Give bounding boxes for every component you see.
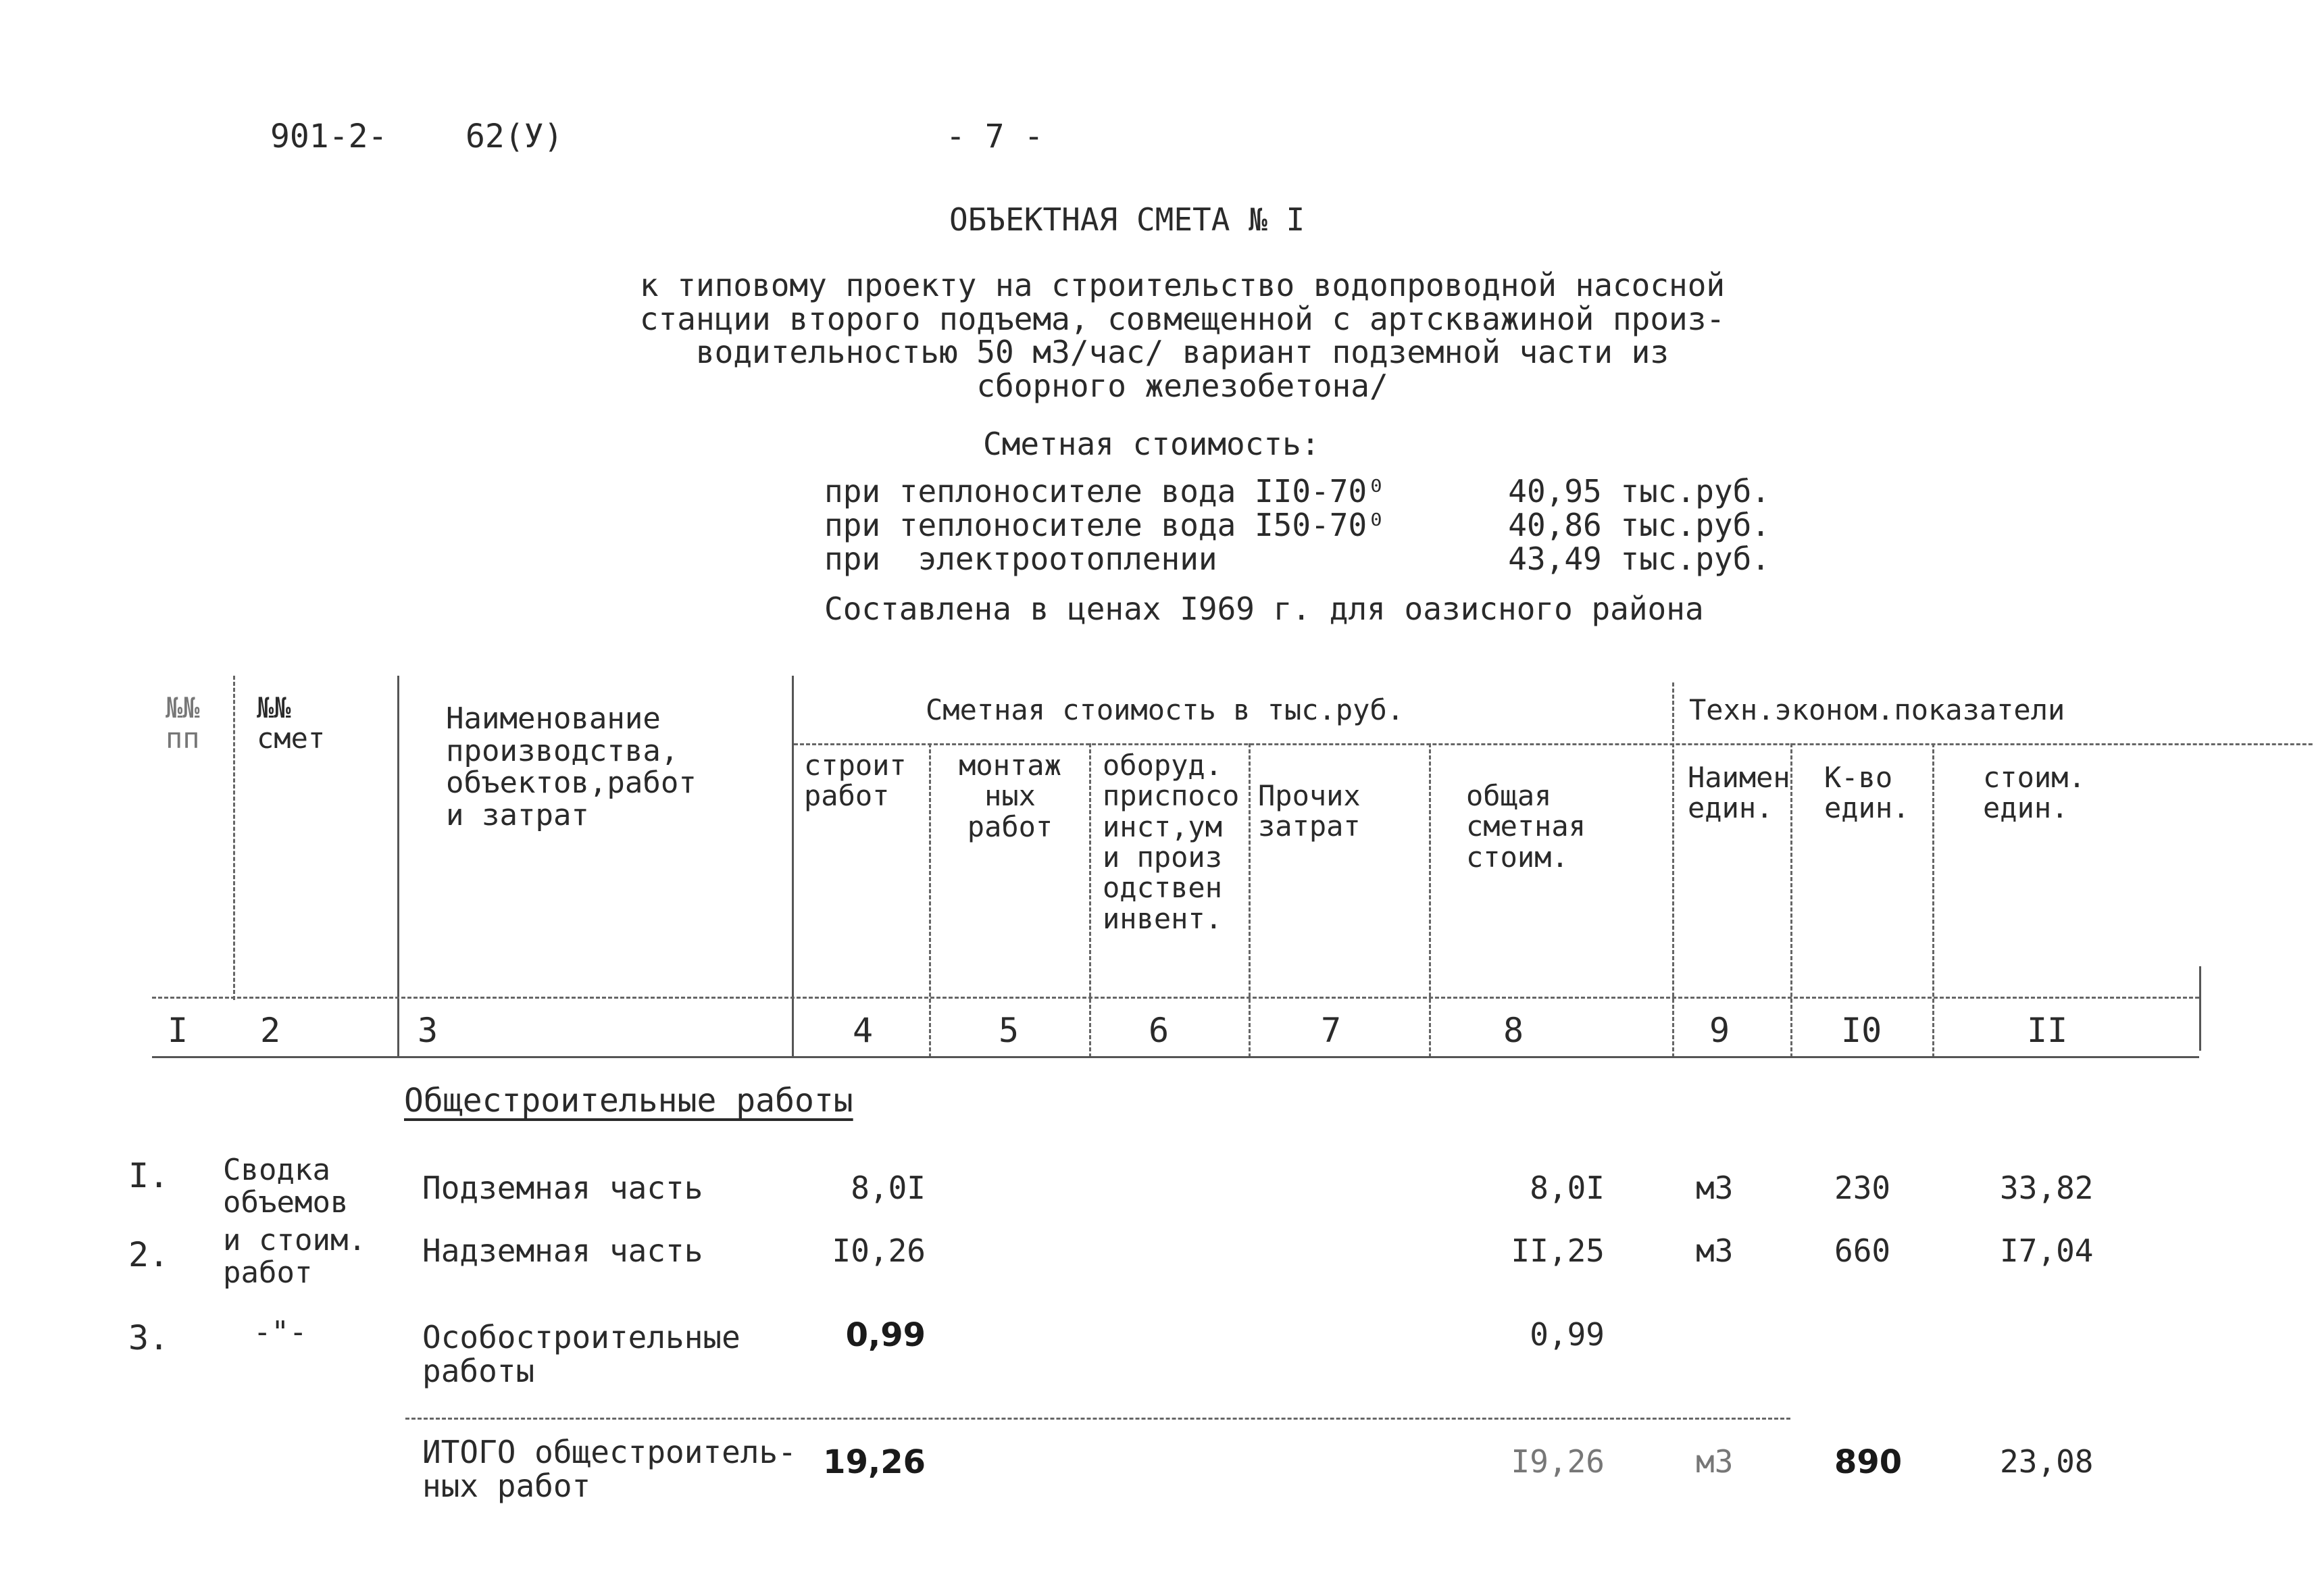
table-line [233,676,235,1000]
row-2-estimate: и стоим. работ [223,1223,366,1290]
row-3-number: 3. [128,1318,170,1357]
column-number: 3 [418,1011,438,1050]
column-number: 9 [1709,1011,1730,1050]
column-number: I [168,1011,188,1050]
header-estimate-number: №№ смет [257,691,326,755]
total-construction: 19,26 [823,1443,926,1481]
header-tech-group: Техн.эконом.показатели [1689,693,2065,726]
table-line [2199,966,2201,1051]
cost-row-3-label: при электроотоплении [824,541,1217,577]
row-1-total: 8,0I [1530,1170,1605,1206]
prices-note: Составлена в ценах I969 г. для оазисного района [824,591,1704,627]
header-installation: монтаж ных работ [959,749,1061,843]
header-total-cost: общая сметная стоим. [1466,779,1586,874]
table-line [792,676,794,1057]
cost-row-1-value: 40,95 тыс.руб. [1508,473,1770,509]
cost-row-1-label: при теплоносителе вода II0-70⁰ [824,473,1386,509]
header-construction: строит работ [804,749,907,813]
doc-code: 901-2- 62(У) [270,118,563,155]
total-unit: м3 [1696,1443,1734,1480]
row-1-qty: 230 [1834,1170,1891,1206]
cost-row-3-value: 43,49 тыс.руб. [1508,541,1770,577]
row-2-number: 2. [128,1235,170,1274]
row-1-estimate: Сводка объемов [223,1153,349,1220]
table-line [405,1418,1790,1420]
header-cost-group: Сметная стоимость в тыс.руб. [926,693,1405,726]
cost-row-2-label: при теплоносителе вода I50-70⁰ [824,507,1386,543]
table-line [1249,743,1251,1057]
row-2-construction: I0,26 [832,1232,926,1269]
page-number: - 7 - [946,118,1044,155]
row-3-total: 0,99 [1530,1316,1605,1353]
table-line [1932,743,1934,1057]
table-line [1672,682,1674,1057]
header-unit-qty: К-во един. [1824,761,1910,825]
row-2-name: Надземная часть [422,1232,703,1269]
column-number: 5 [999,1011,1020,1050]
row-1-number: I. [128,1156,170,1195]
row-3-name: Особостроительные работы [422,1319,740,1389]
table-line [152,997,2199,999]
table-line [397,676,399,1057]
header-equipment: оборуд. приспосо инст,ум и произ одствен инвент. [1103,749,1240,935]
table-line [794,743,2314,745]
total-qty: 890 [1834,1443,1903,1481]
row-1-unit-cost: 33,82 [2000,1170,2094,1206]
column-number: 8 [1503,1011,1524,1050]
total-name: ИТОГО общестроитель- ных работ [422,1434,797,1504]
table-line [1089,743,1091,1057]
total-total: I9,26 [1511,1443,1605,1480]
row-3-construction: 0,99 [845,1316,926,1354]
row-2-unit-cost: I7,04 [2000,1232,2094,1269]
row-2-unit: м3 [1696,1232,1734,1269]
column-number: 4 [853,1011,874,1050]
total-unit-cost: 23,08 [2000,1443,2094,1480]
column-number: 6 [1149,1011,1169,1050]
header-unit-cost: стоим. един. [1983,761,2086,825]
column-number: I0 [1841,1011,1882,1050]
header-row-number: №№ пп [166,691,200,755]
table-line [1429,743,1431,1057]
document-title: ОБЪЕКТНАЯ СМЕТА № I [949,201,1305,238]
table-line [152,1056,2199,1058]
header-other: Прочих затрат [1258,779,1361,843]
header-name: Наименование производства, объектов,работ и затрат [446,701,697,832]
column-number: II [2027,1011,2068,1050]
row-1-name: Подземная часть [422,1170,703,1206]
column-number: 7 [1321,1011,1342,1050]
document-subtitle: к типовому проекту на строительство водопроводной насосной станции второго подъема, совмещенной с артскважиной произ- водительностью 50 м3/час/ вариант подземной части из сборного железобетона/ [639,267,1726,405]
row-1-construction: 8,0I [851,1170,926,1206]
column-number: 2 [260,1011,281,1050]
header-unit-name: Наимен един. [1688,761,1790,825]
section-title: Общестроительные работы [404,1082,853,1120]
row-3-estimate: -"- [253,1315,307,1349]
row-1-unit: м3 [1696,1170,1734,1206]
cost-row-2-value: 40,86 тыс.руб. [1508,507,1770,543]
table-line [1790,743,1792,1057]
row-2-total: II,25 [1511,1232,1605,1269]
row-2-qty: 660 [1834,1232,1891,1269]
cost-label: Сметная стоимость: [983,426,1320,462]
